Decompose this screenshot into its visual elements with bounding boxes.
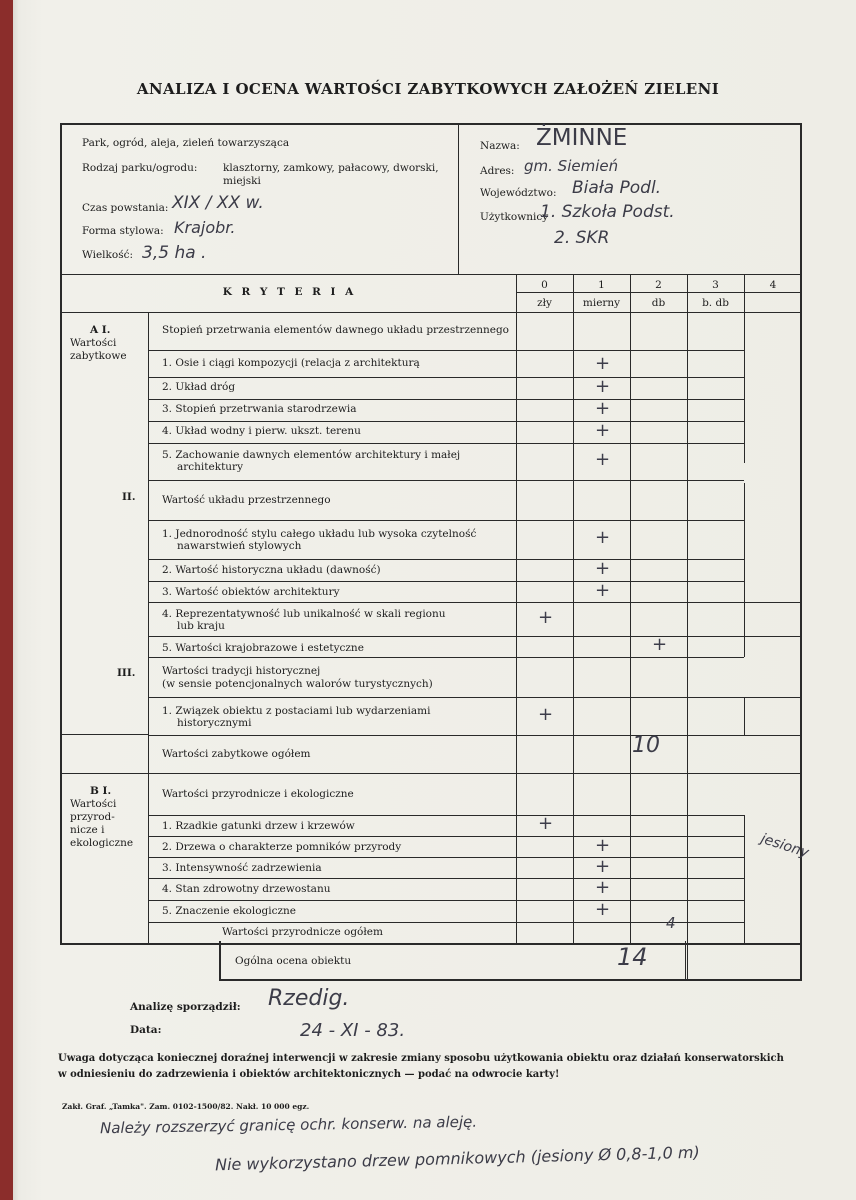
rodzaj-options: klasztorny, zamkowy, pałacowy, dworski, [223, 162, 439, 174]
uwaga-text: w zakresie zmiany sposobu użytkowania obiektu oraz działań konserwatorskich [335, 1053, 784, 1064]
line [148, 857, 744, 858]
row-label-a1-1: 1. Osie i ciągi kompozycji (relacja z architekturą [162, 357, 420, 369]
uzytkownicy-label: Użytkownicy [480, 211, 549, 223]
section-a-label-2: Wartości [70, 337, 117, 349]
overall-score-label: Ogólna ocena obiektu [235, 955, 352, 967]
nazwa-value: ŻMINNE [536, 125, 628, 151]
row-label-a3-1b: historycznymi [177, 717, 252, 729]
score-mark-a2-3: + [595, 580, 611, 601]
group-title-a3: Wartości tradycji historycznej [162, 665, 321, 677]
line [148, 421, 744, 422]
col-4-left [744, 274, 745, 463]
analize-signature: Rzedig. [268, 986, 350, 1011]
margin-note: jesiony [758, 830, 811, 862]
section-a-label-3: zabytkowe [70, 350, 127, 362]
col-name-3: b. db [702, 297, 729, 309]
uwaga-line-2 [58, 1069, 559, 1081]
section-b-label-4: nicze i [70, 824, 105, 836]
uwaga-bold: Uwaga dotycząca koniecznej doraźnej interwencji [58, 1053, 336, 1064]
col-head-4: 4 [769, 279, 777, 291]
wielkosc-label: Wielkość: [82, 249, 134, 261]
rodzaj-options-2: miejski [223, 175, 261, 187]
park-label: Park, ogród, aleja, zieleń towarzysząca [82, 137, 290, 149]
line [148, 697, 802, 698]
row-label-b1-2: 2. Drzewa o charakterze pomników przyrody [162, 841, 402, 853]
uzytkownicy-value-1: 1. Szkoła Podst. [540, 202, 675, 222]
score-mark-a2-4: + [538, 607, 554, 628]
col-head-divider [516, 292, 802, 293]
uzytkownicy-value-2: 2. SKR [554, 228, 610, 248]
group-title-a3-2: (w sensie potencjonalnych walorów turystycznych) [162, 678, 433, 690]
uwaga-bold2: podać na odwrocie karty! [417, 1069, 560, 1080]
row-label-a2-4b: lub kraju [177, 620, 225, 632]
row-label-b1-3: 3. Intensywność zadrzewienia [162, 862, 322, 874]
col-2-left [630, 274, 631, 943]
row-label-a2-3: 3. Wartość obiektów architektury [162, 586, 340, 598]
row-label-a1-2: 2. Układ dróg [162, 381, 236, 393]
kryteria-heading: K R Y T E R I A [222, 286, 357, 298]
overall-score-value: 14 [617, 943, 648, 971]
line [148, 581, 744, 582]
col-head-2: 2 [655, 279, 662, 291]
row-label-a2-2: 2. Wartość historyczna układu (dawność) [162, 564, 381, 576]
row-label-b1-4: 4. Stan zdrowotny drzewostanu [162, 883, 331, 895]
row-label-a2-4a: 4. Reprezentatywność lub unikalność w skali regionu [162, 608, 446, 620]
evaluation-form [60, 123, 802, 945]
row-label-a2-1b: nawarstwień stylowych [177, 540, 302, 552]
line [148, 657, 744, 658]
section-b-label: B I. [90, 785, 112, 797]
wojewodztwo-value: Biała Podl. [572, 178, 662, 198]
uwaga-line-1 [58, 1053, 784, 1065]
row-label-a1-5a: 5. Zachowanie dawnych elementów architektury i małej [162, 449, 461, 461]
line [148, 922, 744, 923]
uwaga-line2: w odniesieniu do zadrzewienia i obiektów architektonicznych — [58, 1069, 418, 1080]
score-mark-b1-5: + [595, 899, 611, 920]
binding-edge [0, 0, 13, 1200]
line [148, 836, 744, 837]
score-mark-a3-1: + [538, 704, 554, 725]
col-name-2: db [651, 297, 666, 309]
handwritten-note-1: Należy rozszerzyć granicę ochr. konserw. na aleję. [99, 1112, 478, 1138]
section-a-label: A I. [90, 324, 111, 336]
adres-label: Adres: [480, 165, 515, 177]
rodzaj-label: Rodzaj parku/ogrodu: [82, 162, 198, 174]
score-mark-b1-3: + [595, 856, 611, 877]
col-4-left-b [744, 483, 745, 657]
data-label: Data: [130, 1024, 162, 1036]
col-head-3: 3 [712, 279, 719, 291]
line [148, 815, 744, 816]
col-head-0: 0 [541, 279, 548, 291]
line [148, 559, 744, 560]
line [148, 377, 744, 378]
overall-divider [685, 941, 686, 979]
line [148, 636, 802, 637]
handwritten-note-2: Nie wykorzystano drzew pomnikowych (jesiony Ø 0,8-1,0 m) [214, 1142, 700, 1175]
score-mark-a2-1: + [595, 527, 611, 548]
wojewodztwo-label: Województwo: [480, 187, 557, 199]
row-label-a1-4: 4. Układ wodny i pierw. ukszt. terenu [162, 425, 361, 437]
row-label-a1-5b: architektury [177, 461, 244, 473]
col-4-left-c [744, 697, 745, 735]
group-title-b1: Wartości przyrodnicze i ekologiczne [162, 788, 354, 800]
line [148, 520, 744, 521]
score-mark-b1-2: + [595, 835, 611, 856]
nazwa-label: Nazwa: [480, 140, 520, 152]
score-mark-b1-1: + [538, 813, 554, 834]
section-a-roman-2: II. [122, 491, 136, 503]
forma-label: Forma stylowa: [82, 225, 164, 237]
line [148, 443, 744, 444]
forma-value: Krajobr. [174, 218, 236, 237]
col-1-left [573, 274, 574, 943]
col-name-0: zły [537, 297, 552, 309]
line [148, 900, 744, 901]
row-label-a1-3: 3. Stopień przetrwania starodrzewia [162, 403, 357, 415]
data-value: 24 - XI - 83. [300, 1020, 406, 1041]
document-title: ANALIZA I OCENA WARTOŚCI ZABYTKOWYCH ZAŁOŻEŃ ZIELENI [136, 80, 720, 98]
score-mark-a1-3: + [595, 398, 611, 419]
line [148, 399, 744, 400]
kryteria-bottom-line [62, 312, 802, 313]
przyrodnicze-total-value: 4 [666, 914, 676, 932]
row-label-a3-1a: 1. Związek obiektu z postaciami lub wydarzeniami [162, 705, 431, 717]
col-3-left [687, 274, 688, 943]
score-mark-a2-5: + [652, 634, 668, 655]
row-label-a2-1a: 1. Jednorodność stylu całego układu lub wysoka czytelność [162, 528, 477, 540]
zabytkowe-total-value: 10 [632, 733, 660, 758]
group-title-a1: Stopień przetrwania elementów dawnego układu przestrzennego [162, 324, 509, 336]
line [148, 350, 744, 351]
col-4-left-d [744, 815, 745, 943]
czas-value: XIX / XX w. [172, 193, 264, 213]
line [148, 878, 744, 879]
group-title-a2: Wartość układu przestrzennego [162, 494, 331, 506]
score-mark-a1-2: + [595, 376, 611, 397]
row-label-b1-1: 1. Rzadkie gatunki drzew i krzewów [162, 820, 355, 832]
section-b-label-3: przyrod- [70, 811, 115, 823]
row-label-b1-5: 5. Znaczenie ekologiczne [162, 905, 297, 917]
analize-label: Analizę sporządził: [130, 1001, 241, 1013]
line [148, 735, 802, 736]
col-head-1: 1 [598, 279, 605, 291]
category-column-right [148, 312, 149, 943]
score-mark-a2-2: + [595, 558, 611, 579]
section-b-label-2: Wartości [70, 798, 117, 810]
line [148, 602, 802, 603]
czas-label: Czas powstania: [82, 202, 169, 214]
score-mark-a1-1: + [595, 353, 611, 374]
row-label-a2-5: 5. Wartości krajobrazowe i estetyczne [162, 642, 364, 654]
section-b-start-line [62, 773, 802, 774]
col-0-left [516, 274, 517, 943]
score-mark-b1-4: + [595, 877, 611, 898]
przyrodnicze-total-label: Wartości przyrodnicze ogółem [222, 926, 383, 938]
section-a-roman-3: III. [117, 667, 136, 679]
overall-score-box [219, 941, 802, 981]
printer-info: Zakł. Graf. „Tamka". Zam. 0102-1500/82. Nakł. 10 000 egz. [62, 1102, 310, 1111]
zabytkowe-total-label: Wartości zabytkowe ogółem [162, 748, 311, 760]
col-name-1: mierny [582, 297, 621, 309]
score-mark-a1-5: + [595, 449, 611, 470]
score-mark-a1-4: + [595, 420, 611, 441]
wielkosc-value: 3,5 ha . [142, 243, 207, 263]
line [148, 480, 744, 481]
header-bottom-line [62, 274, 802, 275]
section-b-label-5: ekologiczne [70, 837, 134, 849]
section-a-end-line [62, 734, 148, 735]
adres-value: gm. Siemień [524, 157, 619, 175]
header-divider [458, 125, 459, 274]
